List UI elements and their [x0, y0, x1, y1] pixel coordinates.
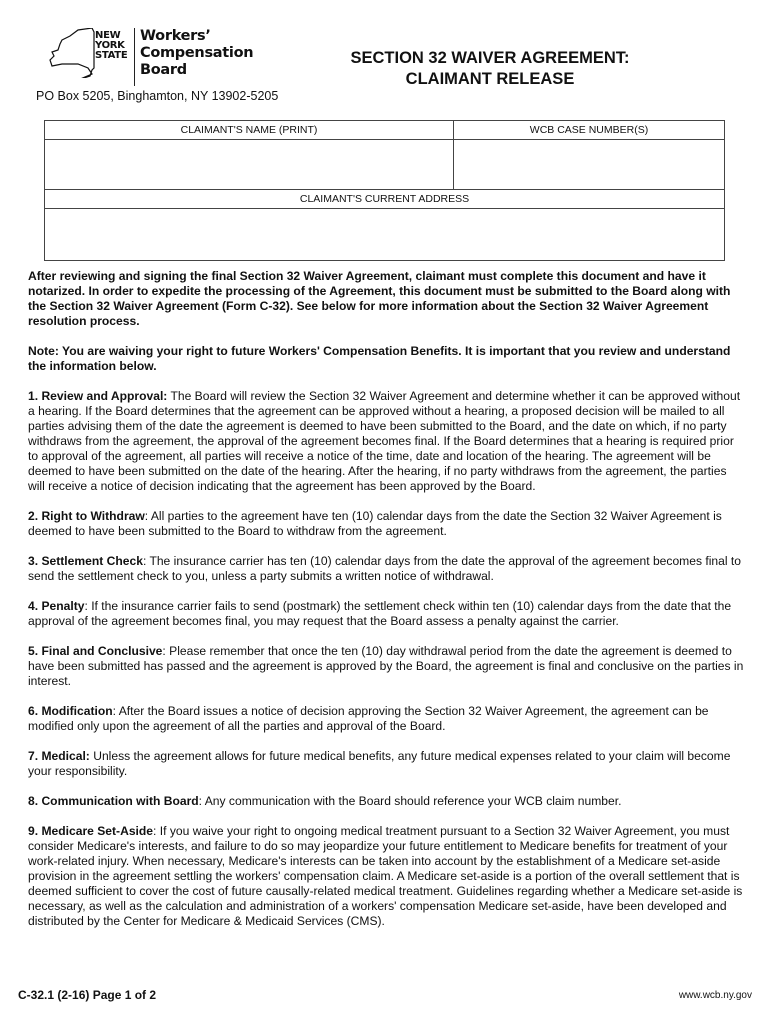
section-communication: 8. Communication with Board: Any communication with the Board should reference your WCB claim number.	[28, 794, 622, 808]
mailing-address: PO Box 5205, Binghamton, NY 13902-5205	[36, 89, 279, 103]
section-review-approval: 1. Review and Approval: The Board will review the Section 32 Waiver Agreement and determine whether it can be approved without a hearing. If the Board determines that the agreement can be approved without a hearing, a proposed decision will be mailed to all parties advising them of the date the agreement is deemed to have been submitted to the Board, and the date on which, if no party withdraws from the agreement, the approval of the agreement becomes final. If the Board determines that a hearing is required prior to approval of the agreement, all parties will receive a notice of the time, date and location of the hearing. The agreement will be deemed to have been submitted on the date of the hearing. After the hearing, if no party withdraws from the agreement, the parties will receive a notice of decision indicating that the agreement has been approved by the Board.	[28, 389, 741, 493]
section-medical: 7. Medical: Unless the agreement allows for future medical benefits, any future medical expenses related to your claim will become your responsibility.	[28, 749, 731, 778]
agency-name: Workers’ Compensation Board	[140, 28, 254, 78]
section-right-to-withdraw: 2. Right to Withdraw: All parties to the agreement have ten (10) calendar days from the date the Section 32 Waiver Agreement is deemed to have been submitted to the Board to withdraw from the agreement.	[28, 509, 722, 538]
form-identifier: C-32.1 (2-16) Page 1 of 2	[18, 988, 157, 1002]
wcb-logo	[48, 26, 258, 86]
waiver-note: Note: You are waiving your right to future Workers' Compensation Benefits. It is important that you review and understand the information below.	[28, 344, 731, 373]
section-medicare-set-aside: 9. Medicare Set-Aside: If you waive your right to ongoing medical treatment pursuant to a Section 32 Waiver Agreement, you must consider Medicare's interests, and failure to do so may jeopardize your future entitlement to Medicare benefits for treatment of your work-related injury. When necessary, Medicare's interests can be taken into account by the establishment of a Medicare set-aside provision in the agreement settling the workers' compensation claim. A Medicare set-aside is a portion of the overall settlement that is deemed sufficient to cover the cost of future causally-related medical treatment. Guidelines regarding whether a Medicare set-aside is necessary, as well as the calculation and administration of a workers' compensation Medicare set-aside, have been developed and distributed by the Center for Medicare & Medicaid Services (CMS).	[28, 824, 743, 928]
case-number-field[interactable]	[454, 140, 725, 190]
section-penalty: 4. Penalty: If the insurance carrier fails to send (postmark) the settlement check within ten (10) calendar days from the date that the approval of the agreement becomes final, you may request that the Board assess a penalty against the carrier.	[28, 599, 732, 628]
section-modification: 6. Modification: After the Board issues a notice of decision approving the Section 32 Waiver Agreement, the agreement can be modified only upon the agreement of all the parties and approval of the Board.	[28, 704, 709, 733]
intro-paragraph: After reviewing and signing the final Section 32 Waiver Agreement, claimant must complete this document and have it notarized. In order to expedite the processing of the Agreement, this document must be submitted to the Board along with the Section 32 Waiver Agreement (Form C-32). See below for more information about the Section 32 Waiver Agreement resolution process.	[28, 269, 731, 328]
address-field[interactable]	[45, 209, 725, 261]
address-label: CLAIMANT'S CURRENT ADDRESS	[45, 190, 725, 209]
case-number-label: WCB CASE NUMBER(S)	[454, 121, 725, 140]
section-settlement-check: 3. Settlement Check: The insurance carrier has ten (10) calendar days from the date the approval of the agreement becomes final to send the settlement check to you, unless a party submits a written notice of withdrawal.	[28, 554, 742, 583]
claimant-name-field[interactable]	[45, 140, 454, 190]
new-york-state-wordmark: NEW YORK STATE	[95, 30, 128, 61]
new-york-state-outline-icon	[48, 28, 96, 78]
logo-divider	[134, 28, 135, 86]
claimant-name-label: CLAIMANT'S NAME (PRINT)	[45, 121, 454, 140]
claimant-info-table	[44, 120, 725, 261]
document-body	[28, 269, 744, 944]
website-link[interactable]: www.wcb.ny.gov	[678, 990, 752, 1001]
document-title: SECTION 32 WAIVER AGREEMENT: CLAIMANT RELEASE	[350, 49, 630, 88]
section-final-conclusive: 5. Final and Conclusive: Please remember that once the ten (10) day withdrawal period from the date the agreement is deemed to have been submitted has passed and the agreement is approved by the Board, the agreement is final and conclusive on the parties in interest.	[28, 644, 744, 688]
